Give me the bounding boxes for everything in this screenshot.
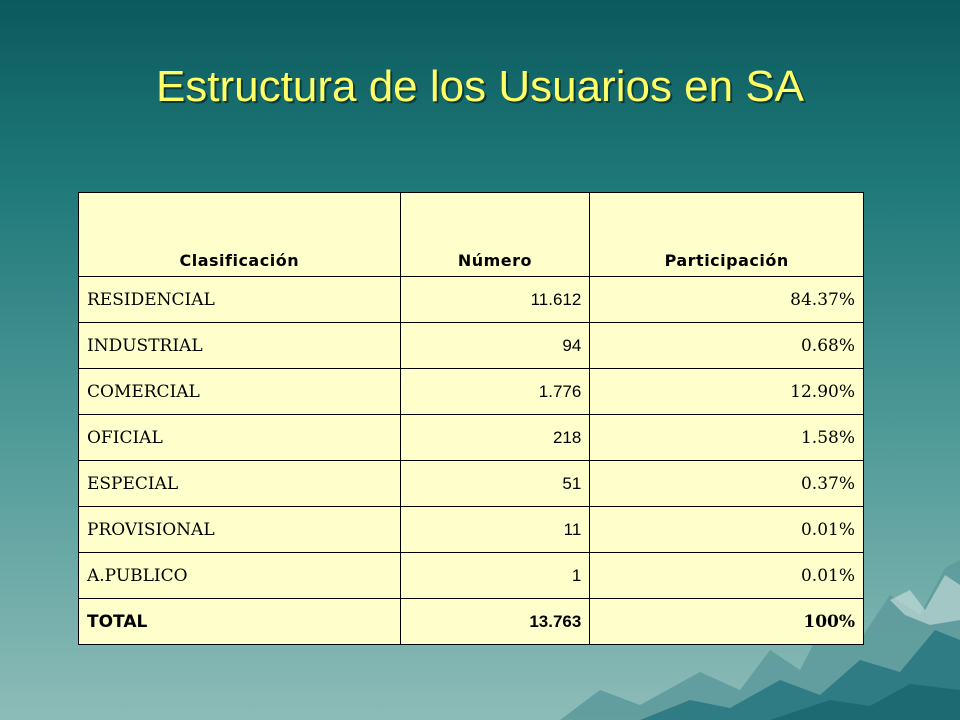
table-row — [79, 415, 864, 461]
total-numero: 13.763 — [400, 599, 590, 645]
table-row — [79, 507, 864, 553]
cell-clasificacion: PROVISIONAL — [79, 507, 401, 553]
users-table — [78, 192, 864, 645]
slide-title: Estructura de los Usuarios en SA — [155, 62, 805, 111]
cell-participacion: 84.37% — [590, 277, 864, 323]
cell-clasificacion: RESIDENCIAL — [79, 277, 401, 323]
cell-clasificacion: ESPECIAL — [79, 461, 401, 507]
cell-clasificacion: INDUSTRIAL — [79, 323, 401, 369]
table-header-row — [79, 193, 864, 277]
header-participacion: Participación — [590, 193, 864, 277]
cell-numero: 94 — [400, 323, 590, 369]
cell-numero: 218 — [400, 415, 590, 461]
cell-participacion: 0.01% — [590, 507, 864, 553]
cell-participacion: 1.58% — [590, 415, 864, 461]
cell-participacion: 0.68% — [590, 323, 864, 369]
header-clasificacion: Clasificación — [79, 193, 401, 277]
cell-numero: 11 — [400, 507, 590, 553]
cell-clasificacion: OFICIAL — [79, 415, 401, 461]
cell-clasificacion: A.PUBLICO — [79, 553, 401, 599]
cell-participacion: 0.01% — [590, 553, 864, 599]
cell-clasificacion: COMERCIAL — [79, 369, 401, 415]
cell-numero: 51 — [400, 461, 590, 507]
cell-numero: 1.776 — [400, 369, 590, 415]
table-row — [79, 369, 864, 415]
total-label: TOTAL — [79, 599, 401, 645]
cell-participacion: 0.37% — [590, 461, 864, 507]
total-participacion: 100% — [590, 599, 864, 645]
header-numero: Número — [400, 193, 590, 277]
table-row — [79, 323, 864, 369]
cell-participacion: 12.90% — [590, 369, 864, 415]
table-row — [79, 461, 864, 507]
table-row — [79, 277, 864, 323]
table-total-row — [79, 599, 864, 645]
cell-numero: 1 — [400, 553, 590, 599]
table-row — [79, 553, 864, 599]
cell-numero: 11.612 — [400, 277, 590, 323]
